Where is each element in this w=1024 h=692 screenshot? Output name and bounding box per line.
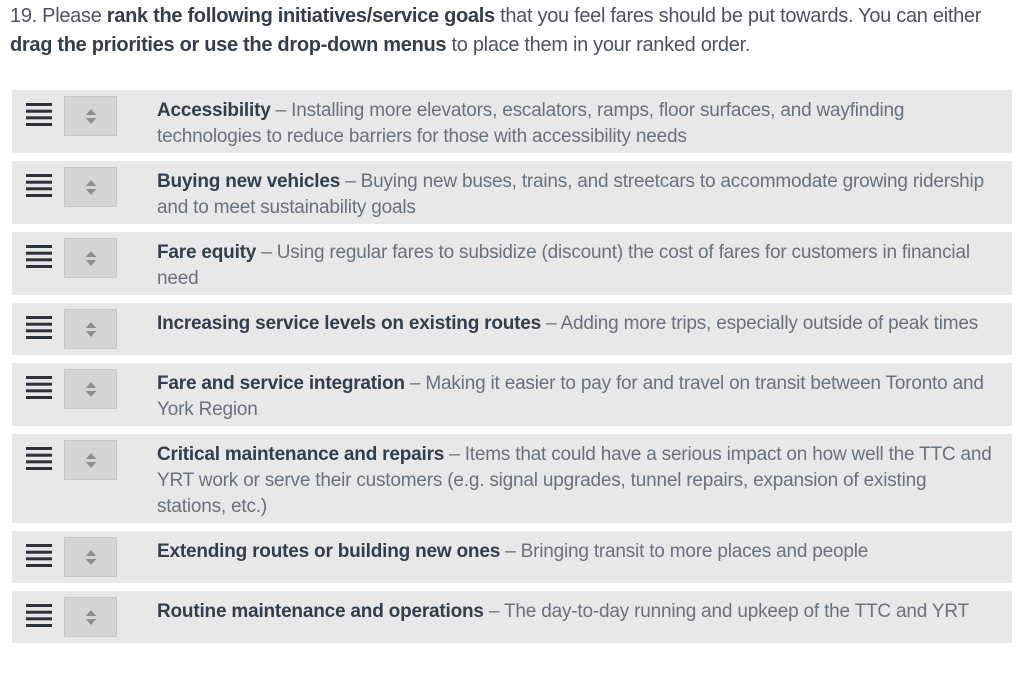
rank-item-row bbox=[12, 232, 1012, 295]
item-separator: – bbox=[409, 373, 421, 394]
item-title: Fare and service integration bbox=[157, 373, 405, 394]
item-title: Extending routes or building new ones bbox=[157, 541, 501, 562]
question-bold: drag the priorities or use the drop-down menus bbox=[10, 34, 447, 56]
rank-dropdown[interactable] bbox=[64, 440, 117, 480]
item-separator: – bbox=[546, 313, 557, 334]
question-part: to place them in your ranked order. bbox=[451, 34, 751, 56]
drag-handle-icon[interactable] bbox=[26, 174, 52, 197]
rank-item-row bbox=[12, 591, 1012, 643]
up-down-arrows-icon bbox=[85, 610, 97, 625]
drag-handle-icon[interactable] bbox=[26, 103, 52, 126]
drag-handle-icon[interactable] bbox=[26, 544, 52, 567]
item-title: Accessibility bbox=[157, 100, 271, 121]
question-text bbox=[10, 2, 1016, 60]
up-down-arrows-icon bbox=[85, 109, 97, 124]
rank-item-row bbox=[12, 531, 1012, 583]
item-description: Using regular fares to subsidize (discount) the cost of fares for customers in financial need bbox=[157, 242, 970, 289]
up-down-arrows-icon bbox=[85, 180, 97, 195]
item-description: Adding more trips, especially outside of peak times bbox=[560, 313, 979, 334]
question-part: that you feel fares should be put towards. You can either bbox=[500, 5, 982, 27]
rank-item-row bbox=[12, 434, 1012, 523]
item-text bbox=[157, 164, 998, 221]
item-text bbox=[157, 93, 998, 150]
up-down-arrows-icon bbox=[85, 382, 97, 397]
item-separator: – bbox=[261, 242, 272, 263]
item-description: Buying new buses, trains, and streetcars to accommodate growing ridership and to meet sustainability goals bbox=[157, 171, 984, 218]
item-title: Buying new vehicles bbox=[157, 171, 341, 192]
rank-item-row bbox=[12, 161, 1012, 224]
rank-dropdown[interactable] bbox=[64, 369, 117, 409]
item-title: Fare equity bbox=[157, 242, 257, 263]
item-separator: – bbox=[449, 444, 460, 465]
item-separator: – bbox=[345, 171, 356, 192]
item-text bbox=[157, 235, 998, 292]
item-text bbox=[157, 534, 868, 565]
rank-item-row bbox=[12, 90, 1012, 153]
item-text bbox=[157, 306, 978, 337]
rank-dropdown[interactable] bbox=[64, 537, 117, 577]
drag-handle-icon[interactable] bbox=[26, 376, 52, 399]
item-text bbox=[157, 366, 998, 423]
item-description: Bringing transit to more places and people bbox=[520, 541, 869, 562]
drag-handle-icon[interactable] bbox=[26, 316, 52, 339]
item-description: Making it easier to pay for and travel on transit between Toronto and York Region bbox=[157, 373, 984, 420]
drag-handle-icon[interactable] bbox=[26, 245, 52, 268]
drag-handle-icon[interactable] bbox=[26, 604, 52, 627]
rank-item-row bbox=[12, 363, 1012, 426]
rank-dropdown[interactable] bbox=[64, 167, 117, 207]
rank-dropdown[interactable] bbox=[64, 96, 117, 136]
item-description: Items that could have a serious impact on how well the TTC and YRT work or serve their customers (e.g. signal upgrades, tunnel repairs, expansion of existing stations, etc.) bbox=[157, 444, 992, 517]
item-title: Routine maintenance and operations bbox=[157, 601, 484, 622]
item-text bbox=[157, 437, 998, 520]
item-text bbox=[157, 594, 969, 625]
item-separator: – bbox=[488, 601, 500, 622]
item-description: The day-to-day running and upkeep of the TTC and YRT bbox=[504, 601, 969, 622]
up-down-arrows-icon bbox=[85, 251, 97, 266]
up-down-arrows-icon bbox=[85, 322, 97, 337]
item-description: Installing more elevators, escalators, ramps, floor surfaces, and wayfinding technologies to reduce barriers for those with accessibility needs bbox=[157, 100, 905, 147]
up-down-arrows-icon bbox=[85, 550, 97, 565]
item-separator: – bbox=[275, 100, 287, 121]
item-title: Increasing service levels on existing routes bbox=[157, 313, 542, 334]
question-part: 19. Please bbox=[10, 5, 102, 27]
rank-list bbox=[12, 90, 1012, 643]
up-down-arrows-icon bbox=[85, 453, 97, 468]
rank-item-row bbox=[12, 303, 1012, 355]
rank-dropdown[interactable] bbox=[64, 238, 117, 278]
item-separator: – bbox=[505, 541, 516, 562]
rank-dropdown[interactable] bbox=[64, 597, 117, 637]
rank-dropdown[interactable] bbox=[64, 309, 117, 349]
drag-handle-icon[interactable] bbox=[26, 447, 52, 470]
item-title: Critical maintenance and repairs bbox=[157, 444, 445, 465]
question-bold: rank the following initiatives/service goals bbox=[106, 5, 495, 27]
